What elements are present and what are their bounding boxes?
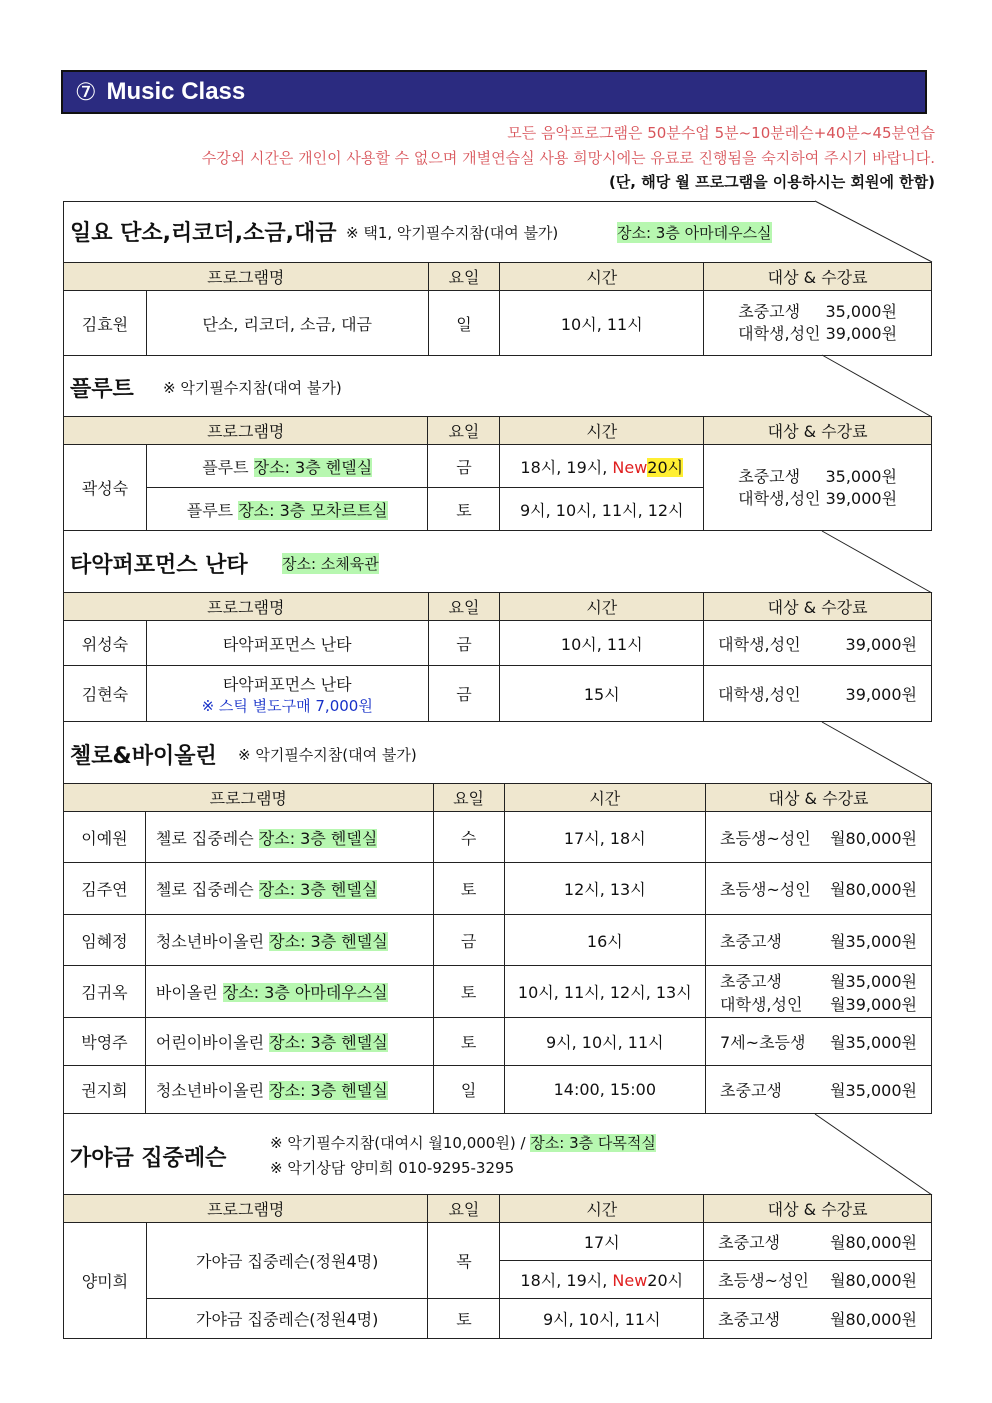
fee	[704, 445, 932, 531]
table-row	[64, 445, 932, 488]
sec3-table	[63, 592, 932, 722]
fee	[704, 1223, 932, 1261]
program-place: 장소: 3층 헨델실	[253, 457, 373, 477]
time: 17시	[500, 1223, 704, 1261]
new-time: 20시	[647, 1271, 684, 1290]
program-place: 장소: 3층 모차르트실	[238, 500, 388, 520]
sec3-title: 타악퍼포먼스 난타	[70, 553, 248, 578]
new-badge: New	[612, 1271, 648, 1290]
program-subnote: ※ 스틱 별도구매 7,000원	[201, 696, 373, 715]
program-name: 바이올린	[155, 983, 218, 1002]
fee-target: 초등생~성인	[720, 880, 811, 899]
fee-amount: 월35,000원	[830, 1081, 917, 1100]
corner-diagonal	[815, 201, 932, 262]
teacher: 김효원	[64, 291, 147, 356]
time: 10시, 11시	[500, 621, 704, 666]
time-text: 18시, 19시,	[520, 1271, 608, 1290]
sec5-title: 가야금 집중레슨	[70, 1146, 227, 1171]
teacher: 김현숙	[64, 666, 147, 722]
program: 가야금 집중레슨(정원4명)	[146, 1299, 428, 1339]
fee	[706, 812, 932, 863]
day: 목	[428, 1223, 500, 1299]
fee	[704, 291, 932, 356]
col-program: 프로그램명	[64, 593, 429, 621]
new-time: 20시	[647, 457, 684, 477]
teacher: 김주연	[64, 863, 146, 915]
fee-amount: 월39,000원	[830, 994, 917, 1014]
sec5-place: 장소: 3층 다목적실	[530, 1134, 656, 1152]
program	[145, 812, 433, 863]
time: 16시	[504, 915, 705, 966]
time: 17시, 18시	[504, 812, 705, 863]
day: 일	[433, 1066, 504, 1114]
fee-target: 초중고생	[718, 1233, 780, 1252]
col-fee: 대상 & 수강료	[704, 1195, 932, 1223]
fee	[704, 666, 932, 722]
fee-target: 초중고생	[718, 1310, 780, 1329]
fee-amount: 39,000원	[825, 488, 898, 508]
fee-target: 초중고생	[720, 971, 782, 991]
table-row	[64, 1223, 932, 1261]
sec3-place: 장소: 소체육관	[282, 555, 379, 573]
day: 토	[433, 966, 504, 1018]
fee-amount: 월35,000원	[830, 971, 917, 991]
col-fee: 대상 & 수강료	[704, 593, 932, 621]
sec5-note-1	[270, 1132, 656, 1153]
sec5-note-2: ※ 악기상담 양미희 010-9295-3295	[270, 1159, 515, 1177]
fee-target: 대학생,성인	[718, 634, 801, 654]
table-row	[64, 291, 932, 356]
table-header-row	[64, 417, 932, 445]
sec1-table	[63, 262, 932, 356]
day: 토	[433, 863, 504, 915]
teacher: 박영주	[64, 1018, 146, 1066]
day: 금	[428, 666, 500, 722]
fee-target: 대학생,성인	[720, 994, 803, 1014]
fee-amount: 월80,000원	[830, 1310, 917, 1329]
sec1-note: ※ 택1, 악기필수지참(대여 불가)	[346, 224, 559, 242]
fee-target: 7세~초등생	[720, 1033, 806, 1052]
corner-diagonal	[815, 1114, 932, 1195]
program-name: 어린이바이올린	[155, 1033, 265, 1052]
time	[500, 445, 704, 488]
day: 토	[428, 488, 500, 531]
program-name: 첼로 집중레슨	[155, 828, 254, 848]
day: 토	[433, 1018, 504, 1066]
time: 15시	[500, 666, 704, 722]
program: 단소, 리코더, 소금, 대금	[146, 291, 428, 356]
table-header-row	[64, 1195, 932, 1223]
section-number: ⑦	[75, 78, 97, 106]
fee	[706, 915, 932, 966]
corner-diagonal	[822, 722, 932, 784]
notice-line-2: 수강외 시간은 개인이 사용할 수 없으며 개별연습실 사용 희망시에는 유료로 진행됨을 숙지하여 주시기 바랍니다.	[201, 149, 935, 167]
program: 타악퍼포먼스 난타	[146, 621, 428, 666]
col-program: 프로그램명	[64, 1195, 428, 1223]
time-text: 18시, 19시,	[520, 457, 608, 477]
fee-amount: 월80,000원	[830, 880, 917, 899]
sec2-title: 플루트	[70, 377, 134, 402]
fee-amount: 39,000원	[845, 685, 917, 704]
col-program: 프로그램명	[64, 784, 434, 812]
col-program: 프로그램명	[64, 263, 429, 291]
sec4-note: ※ 악기필수지참(대여 불가)	[238, 746, 417, 764]
time: 10시, 11시, 12시, 13시	[504, 966, 705, 1018]
table-header-row	[64, 784, 932, 812]
program-place: 장소: 3층 아마데우스실	[222, 983, 388, 1002]
table-row	[64, 863, 932, 915]
fee-amount: 39,000원	[825, 324, 898, 343]
sec1-title: 일요 단소,리코더,소금,대금	[70, 221, 337, 246]
fee-target: 초중고생	[720, 1081, 782, 1100]
fee-amount: 35,000원	[825, 466, 897, 486]
program-name: 플루트	[186, 500, 234, 520]
fee	[704, 1261, 932, 1299]
sec5-table	[63, 1194, 932, 1339]
table-row	[64, 966, 932, 1018]
day: 일	[428, 291, 500, 356]
col-day: 요일	[428, 593, 500, 621]
table-row	[64, 666, 932, 722]
time: 10시, 11시	[500, 291, 704, 356]
program: 가야금 집중레슨(정원4명)	[146, 1223, 428, 1299]
sec4-title: 첼로&바이올린	[70, 744, 217, 769]
fee-target: 초등생~성인	[720, 828, 811, 848]
fee-target: 대학생,성인	[738, 488, 821, 508]
table-row	[64, 1018, 932, 1066]
program-name: 플루트	[202, 457, 249, 477]
col-program: 프로그램명	[64, 417, 428, 445]
table-header-row	[64, 263, 932, 291]
fee	[706, 863, 932, 915]
fee-target: 대학생,성인	[738, 324, 821, 343]
col-time: 시간	[500, 417, 704, 445]
table-row	[64, 812, 932, 863]
program-place: 장소: 3층 헨델실	[258, 828, 378, 848]
col-day: 요일	[428, 417, 500, 445]
fee	[706, 966, 932, 1018]
program	[145, 966, 433, 1018]
section-title: Music Class	[106, 78, 246, 105]
col-time: 시간	[500, 593, 704, 621]
program	[146, 666, 428, 722]
table-header-row	[64, 593, 932, 621]
day: 금	[433, 915, 504, 966]
notice-line-1: 모든 음악프로그램은 50분수업 5분~10분레슨+40분~45분연습	[507, 124, 935, 142]
teacher: 임혜정	[64, 915, 146, 966]
fee-amount: 월80,000원	[830, 1271, 917, 1290]
table-row	[64, 1299, 932, 1339]
time: 9시, 10시, 11시, 12시	[500, 488, 704, 531]
time: 14:00, 15:00	[504, 1066, 705, 1114]
time: 12시, 13시	[504, 863, 705, 915]
col-time: 시간	[500, 263, 704, 291]
program-name: 청소년바이올린	[155, 931, 265, 951]
teacher: 김귀옥	[64, 966, 146, 1018]
fee-target: 초중고생	[738, 302, 801, 321]
program	[146, 488, 428, 531]
new-badge: New	[612, 457, 648, 477]
program	[145, 1066, 433, 1114]
sec4-table	[63, 783, 932, 1114]
col-time: 시간	[500, 1195, 704, 1223]
program-place: 장소: 3층 헨델실	[269, 1033, 388, 1052]
corner-diagonal	[822, 355, 932, 417]
fee-amount: 월35,000원	[830, 931, 917, 951]
program-name: 타악퍼포먼스 난타	[222, 674, 352, 694]
program	[145, 1018, 433, 1066]
time: 9시, 10시, 11시	[500, 1299, 704, 1339]
program	[145, 863, 433, 915]
program-place: 장소: 3층 헨델실	[269, 1081, 388, 1100]
section-divider	[63, 201, 815, 202]
day: 금	[428, 445, 500, 488]
fee	[704, 1299, 932, 1339]
teacher: 권지희	[64, 1066, 146, 1114]
col-day: 요일	[428, 263, 500, 291]
col-fee: 대상 & 수강료	[704, 417, 932, 445]
fee-amount: 월35,000원	[830, 1033, 917, 1052]
fee-target: 초등생~성인	[718, 1271, 809, 1290]
program-place: 장소: 3층 헨델실	[269, 931, 388, 951]
col-fee: 대상 & 수강료	[704, 263, 932, 291]
note-text: ※ 악기필수지참(대여시 월10,000원) /	[270, 1134, 526, 1152]
table-row	[64, 621, 932, 666]
sec2-note: ※ 악기필수지참(대여 불가)	[163, 379, 342, 397]
fee	[706, 1066, 932, 1114]
fee-amount: 월80,000원	[830, 828, 917, 848]
sec1-place: 장소: 3층 아마데우스실	[617, 224, 772, 242]
table-row	[64, 915, 932, 966]
notice-line-3: (단, 해당 월 프로그램을 이용하시는 회원에 한함)	[608, 173, 935, 191]
section-header	[61, 70, 927, 114]
teacher: 양미희	[64, 1223, 147, 1339]
table-row	[64, 1066, 932, 1114]
fee	[706, 1018, 932, 1066]
fee-target: 초중고생	[738, 466, 801, 486]
time	[500, 1261, 704, 1299]
day: 수	[433, 812, 504, 863]
fee-target: 대학생,성인	[718, 685, 801, 704]
fee-amount: 35,000원	[825, 302, 897, 321]
col-day: 요일	[428, 1195, 500, 1223]
col-fee: 대상 & 수강료	[706, 784, 932, 812]
program-name: 첼로 집중레슨	[155, 880, 254, 899]
teacher: 이예원	[64, 812, 146, 863]
day: 금	[428, 621, 500, 666]
sec2-table	[63, 416, 932, 531]
fee-target: 초중고생	[720, 931, 782, 951]
col-time: 시간	[504, 784, 705, 812]
program	[145, 915, 433, 966]
fee-amount: 월80,000원	[830, 1233, 917, 1252]
teacher: 곽성숙	[64, 445, 147, 531]
day: 토	[428, 1299, 500, 1339]
fee	[704, 621, 932, 666]
program-name: 청소년바이올린	[155, 1081, 265, 1100]
program	[146, 445, 428, 488]
teacher: 위성숙	[64, 621, 147, 666]
corner-diagonal	[822, 531, 932, 593]
program-place: 장소: 3층 헨델실	[258, 880, 378, 899]
col-day: 요일	[433, 784, 504, 812]
fee-amount: 39,000원	[845, 634, 917, 654]
time: 9시, 10시, 11시	[504, 1018, 705, 1066]
